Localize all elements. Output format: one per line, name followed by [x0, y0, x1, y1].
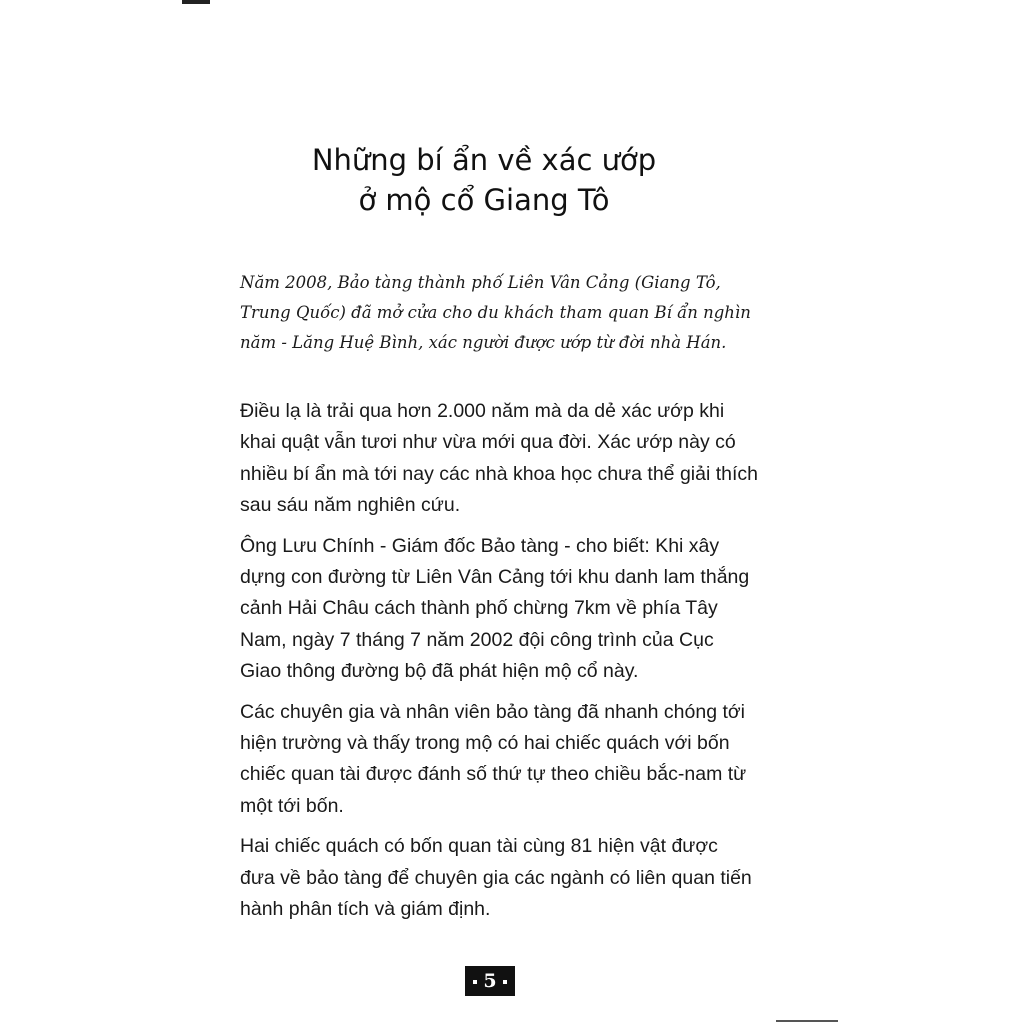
chapter-title-line-1: Những bí ẩn về xác ướp	[311, 143, 657, 177]
page-number-badge	[465, 966, 515, 996]
bottom-rule	[776, 1020, 838, 1022]
body-text	[240, 396, 758, 935]
intro-paragraph: Năm 2008, Bảo tàng thành phố Liên Vân Cảng (Giang Tô, Trung Quốc) đã mở cửa cho du khách tham quan Bí ẩn nghìn năm - Lăng Huệ Bình, xác người được ướp từ đời nhà Hán.	[240, 273, 751, 352]
page-number-dot-right	[503, 980, 507, 984]
body-paragraph-4: Hai chiếc quách có bốn quan tài cùng 81 hiện vật được đưa về bảo tàng để chuyên gia các ngành có liên quan tiến hành phân tích và giám định.	[240, 835, 752, 921]
body-paragraph-2: Ông Lưu Chính - Giám đốc Bảo tàng - cho biết: Khi xây dựng con đường từ Liên Vân Cảng tới khu danh lam thắng cảnh Hải Châu cách thành phố chừng 7km về phía Tây Nam, ngày 7 tháng 7 năm 2002 đội công trình của Cục Giao thông đường bộ đã phát hiện mộ cổ này.	[240, 534, 750, 683]
chapter-title-line-2: ở mộ cổ Giang Tô	[358, 183, 610, 217]
body-paragraph-3: Các chuyên gia và nhân viên bảo tàng đã nhanh chóng tới hiện trường và thấy trong mộ có hai chiếc quách với bốn chiếc quan tài được đánh số thứ tự theo chiều bắc-nam từ một tới bốn.	[240, 700, 747, 817]
body-paragraph-1: Điều lạ là trải qua hơn 2.000 năm mà da dẻ xác ướp khi khai quật vẫn tươi như vừa mới qua đời. Xác ướp này có nhiều bí ẩn mà tới nay các nhà khoa học chưa thể giải thích sau sáu năm nghiên cứu.	[240, 400, 758, 517]
page-number-dot-left	[473, 980, 477, 984]
page-number: 5	[483, 970, 497, 992]
chapter-title	[240, 140, 728, 220]
corner-mark	[182, 0, 210, 4]
